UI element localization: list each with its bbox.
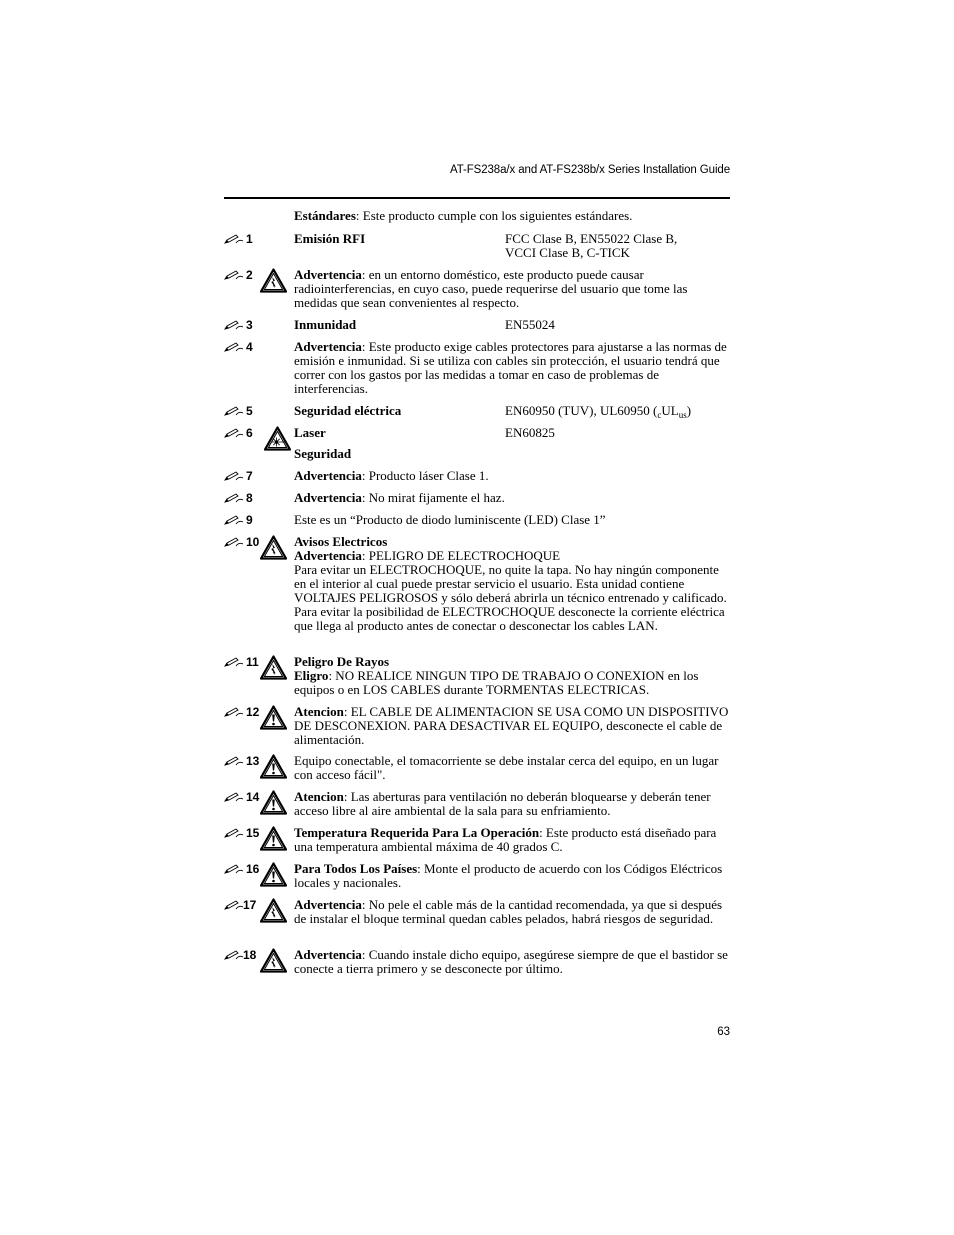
item-text: : Cuando instale dicho equipo, asegúrese siempre de que el bastidor se conecte a tierra primero y se desconecte por último. (294, 947, 728, 976)
item-text: Este es un “Producto de diodo luminiscente (LED) Clase 1” (294, 512, 606, 527)
item-label: Emisión RFI (294, 231, 366, 246)
item-value-line: FCC Clase B, EN55022 Clase B, (505, 231, 678, 246)
pencil-icon (224, 428, 244, 438)
header-rule (224, 197, 730, 199)
item-text: : EL CABLE DE ALIMENTACION SE USA COMO UN DISPOSITIVO DE DESCONEXION. PARA DESACTIVAR EL EQUIPO, desconecte el cable de alimentación. (294, 704, 729, 747)
item-term: Advertencia (294, 897, 362, 912)
item-number: 5 (246, 404, 253, 418)
value-mid: UL (661, 403, 679, 418)
lightning-warning-icon (260, 948, 287, 973)
pencil-icon (224, 900, 244, 910)
item-text: : en un entorno doméstico, este producto puede causar radiointerferencias, en cuyo caso, puede requerirse del usuario que tome las medidas que sean convenientes al respecto. (294, 267, 688, 310)
pencil-icon (224, 515, 244, 525)
pencil-icon (224, 320, 244, 330)
item-value-line: VCCI Clase B, C-TICK (505, 245, 630, 260)
pencil-icon (224, 471, 244, 481)
item-number: 3 (246, 318, 253, 332)
item-term: Advertencia (294, 490, 362, 505)
item-term: Advertencia (294, 339, 362, 354)
item-text: : Este producto está diseñado para una temperatura ambiental máxima de 40 grados C. (294, 825, 717, 854)
pencil-icon (224, 950, 244, 960)
item-text: : Las aberturas para ventilación no deberán bloquearse y deberán tener acceso libre al aire ambiental de la sala para su enfriamiento. (294, 789, 711, 818)
pencil-icon (224, 657, 244, 667)
item-number: 10 (246, 535, 260, 549)
item-heading: Peligro De Rayos (294, 654, 390, 669)
value-suffix: ) (686, 403, 692, 418)
item-label: Seguridad eléctrica (294, 403, 402, 418)
item-term: Advertencia (294, 548, 362, 563)
value-subscript: c (657, 410, 662, 420)
value-prefix: EN60950 (TUV), UL60950 ( (505, 403, 658, 418)
item-number: 1 (246, 232, 253, 246)
item-number: 7 (246, 469, 253, 483)
exclamation-warning-icon (260, 754, 287, 779)
item-text: : PELIGRO DE ELECTROCHOQUE (361, 548, 561, 563)
lightning-warning-icon (260, 268, 287, 293)
item-value: EN60825 (505, 425, 555, 440)
item-value: EN55024 (505, 317, 555, 332)
pencil-icon (224, 864, 244, 874)
pencil-icon (224, 342, 244, 352)
item-number: 12 (246, 705, 260, 719)
pencil-icon (224, 756, 244, 766)
pencil-icon (224, 270, 244, 280)
exclamation-warning-icon (260, 862, 287, 887)
exclamation-warning-icon (260, 826, 287, 851)
item-text: : Monte el producto de acuerdo con los Códigos Eléctricos locales y nacionales. (294, 861, 723, 890)
item-label: Laser (294, 425, 326, 440)
item-body: Para evitar un ELECTROCHOQUE, no quite la tapa. No hay ningún componente en el interior al cual puede prestar servicio el usuario. Esta unidad contiene VOLTAJES PELIGROSOS y sólo deberá abrirla un técnico entrenado y calificado. Para evitar la posibilidad de ELECTROCHOQUE desconecte la corriente eléctrica que llega al producto antes de conectar o desconectar los cables LAN. (294, 562, 727, 633)
item-term: Advertencia (294, 947, 362, 962)
item-term: Advertencia (294, 468, 362, 483)
pencil-icon (224, 707, 244, 717)
page-number: 63 (717, 1026, 730, 1038)
item-number: 8 (246, 491, 253, 505)
item-label: Inmunidad (294, 317, 357, 332)
item-value (505, 404, 730, 418)
value-subscript: us (678, 410, 687, 420)
item-number: 16 (246, 862, 260, 876)
intro-term: Estándares (294, 208, 356, 223)
item-term: Temperatura Requerida Para La Operación (294, 825, 540, 840)
item-term: Para Todos Los Países (294, 861, 418, 876)
item-number: 2 (246, 268, 253, 282)
item-text: Equipo conectable, el tomacorriente se debe instalar cerca del equipo, en un lugar con acceso fácil". (294, 753, 719, 782)
item-label-line2: Seguridad (294, 446, 352, 461)
item-number: 9 (246, 513, 253, 527)
item-text: : NO REALICE NINGUN TIPO DE TRABAJO O CONEXION en los equipos o en LOS CABLES durante TORMENTAS ELECTRICAS. (294, 668, 699, 697)
item-number: 11 (246, 655, 259, 669)
running-header: AT-FS238a/x and AT-FS238b/x Series Installation Guide (449, 164, 730, 176)
intro-text: : Este producto cumple con los siguientes estándares. (355, 208, 633, 223)
exclamation-warning-icon (260, 705, 287, 730)
pencil-icon (224, 493, 244, 503)
item-term: Atencion (294, 789, 344, 804)
item-term: Atencion (294, 704, 344, 719)
item-text: : No pele el cable más de la cantidad recomendada, ya que si después de instalar el bloque terminal quedan cables pelados, habrá riesgos de seguridad. (294, 897, 723, 926)
exclamation-warning-icon (260, 790, 287, 815)
item-number: 18 (243, 948, 257, 962)
item-number: 13 (246, 754, 260, 768)
pencil-icon (224, 234, 244, 244)
item-number: 4 (246, 340, 253, 354)
item-heading: Avisos Electricos (294, 534, 388, 549)
item-number: 17 (243, 898, 257, 912)
lightning-warning-icon (260, 535, 287, 560)
pencil-icon (224, 792, 244, 802)
item-number: 14 (246, 790, 260, 804)
item-number: 6 (246, 426, 253, 440)
pencil-icon (224, 406, 244, 416)
item-text: : No mirat fijamente el haz. (361, 490, 505, 505)
laser-warning-icon (264, 426, 291, 451)
item-text: : Este producto exige cables protectores para ajustarse a las normas de emisión e inmunidad. Si se utiliza con cables sin protección, el usuario tendrá que correr con los gastos por las medidas a tomar en caso de problemas de interferencias. (294, 339, 727, 396)
lightning-warning-icon (260, 655, 287, 680)
item-term: Eligro (294, 668, 329, 683)
pencil-icon (224, 537, 244, 547)
item-term: Advertencia (294, 267, 362, 282)
item-text: : Producto láser Clase 1. (361, 468, 489, 483)
lightning-warning-icon (260, 898, 287, 923)
pencil-icon (224, 828, 244, 838)
item-number: 15 (246, 826, 260, 840)
